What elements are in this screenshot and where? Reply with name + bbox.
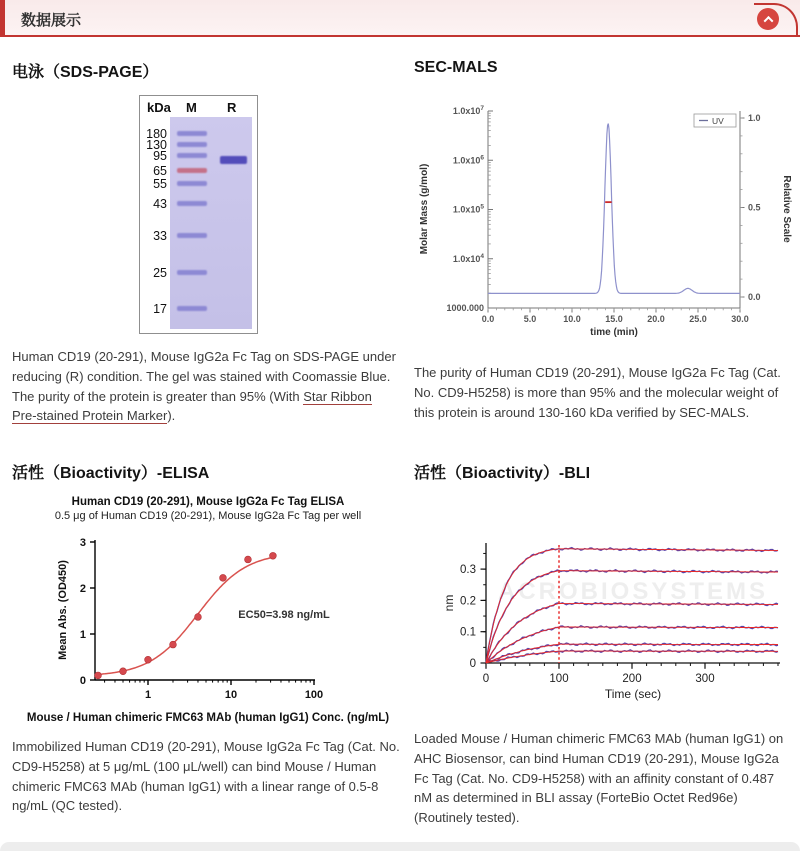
svg-text:UV: UV xyxy=(712,116,724,126)
gel-ladder-label: 180 xyxy=(146,127,167,141)
gel-ladder-label: 65 xyxy=(153,164,167,178)
scroll-top-button[interactable] xyxy=(757,8,779,30)
svg-text:nm: nm xyxy=(442,594,456,612)
svg-text:1000.000: 1000.000 xyxy=(446,303,484,313)
elisa-x-axis-label: Mouse / Human chimeric FMC63 MAb (human IgG1) Conc. (ng/mL) xyxy=(26,712,390,724)
sds-caption-text-end: ). xyxy=(167,408,176,424)
gel-marker-band xyxy=(177,201,207,206)
svg-text:1.0x106: $1.0x10^6$ xyxy=(452,154,484,166)
svg-text:20.0: 20.0 xyxy=(647,314,665,324)
panel-sds-page xyxy=(12,53,404,426)
svg-text:1.0x104: $1.0x10^4$ xyxy=(452,252,484,264)
next-section-edge xyxy=(0,842,800,851)
gel-ladder-label: 130 xyxy=(146,138,167,152)
svg-text:0.2: 0.2 xyxy=(460,595,476,608)
svg-text:0: 0 xyxy=(469,658,476,670)
svg-text:1: 1 xyxy=(144,689,152,701)
sds-page-gel-image xyxy=(139,95,258,334)
data-display-grid xyxy=(0,37,800,828)
svg-text:Mean Abs. (OD450): Mean Abs. (OD450) xyxy=(57,560,69,660)
gel-marker-band xyxy=(177,233,207,238)
gel-marker-band xyxy=(177,181,207,186)
svg-text:1: 1 xyxy=(79,629,86,641)
elisa-chart-subtitle: 0.5 μg of Human CD19 (20-291), Mouse IgG2a Fc Tag per well xyxy=(54,510,362,522)
svg-text:100: 100 xyxy=(549,673,569,685)
sds-caption xyxy=(12,347,404,426)
gel-lane-m-label: M xyxy=(186,100,197,115)
sds-caption-text: Human CD19 (20-291), Mouse IgG2a Fc Tag on SDS-PAGE under reducing (R) condition. The gel was stained with Coomassie Blue. The purity of the protein is greater than 95% (With xyxy=(12,349,396,404)
svg-text:1.0x107: $1.0x10^7$ xyxy=(452,105,484,116)
elisa-caption: Immobilized Human CD19 (20-291), Mouse IgG2a Fc Tag (Cat. No. CD9-H5258) at 5 μg/mL (100 μL/well) can bind Mouse / Human chimeric FMC63 MAb (human IgG1) with a linear range of 0.5-8 ng/mL (QC tested). xyxy=(12,739,400,814)
svg-text:Relative Scale: Relative Scale xyxy=(781,175,792,243)
svg-text:25.0: 25.0 xyxy=(689,314,707,324)
svg-text:15.0: 15.0 xyxy=(605,314,623,324)
gel-marker-band xyxy=(177,153,207,158)
gel-ladder-label: 43 xyxy=(153,197,167,211)
gel-kda-label: kDa xyxy=(147,100,171,115)
svg-text:0: 0 xyxy=(79,675,86,687)
svg-text:0.0: 0.0 xyxy=(481,314,495,324)
svg-text:5.0: 5.0 xyxy=(523,314,537,324)
sec-mals-title: SEC-MALS xyxy=(414,59,498,76)
gel-ladder-label: 25 xyxy=(153,266,167,280)
svg-text:EC50=3.98 ng/mL: EC50=3.98 ng/mL xyxy=(238,609,330,621)
gel-marker-band xyxy=(177,270,207,275)
gel-marker-band xyxy=(177,131,207,136)
sds-page-title: 电泳（SDS-PAGE） xyxy=(12,64,159,81)
gel-marker-band xyxy=(177,306,207,311)
svg-text:10.0: 10.0 xyxy=(563,314,581,324)
gel-ladder-label: 95 xyxy=(153,149,167,163)
svg-text:Molar Mass (g/mol): Molar Mass (g/mol) xyxy=(419,163,430,255)
gel-ladder-label: 17 xyxy=(153,302,167,316)
gel-marker-band-red xyxy=(177,168,207,173)
svg-text:100: 100 xyxy=(304,689,324,701)
bli-title: 活性（Bioactivity）-BLI xyxy=(414,465,591,482)
elisa-chart xyxy=(12,522,404,711)
elisa-title: 活性（Bioactivity）-ELISA xyxy=(12,465,210,482)
panel-bli xyxy=(414,454,796,828)
svg-text:3: 3 xyxy=(79,537,86,549)
svg-text:30.0: 30.0 xyxy=(731,314,749,324)
svg-text:0: 0 xyxy=(482,673,490,685)
svg-text:time (min): time (min) xyxy=(590,327,638,338)
svg-text:10: 10 xyxy=(224,689,238,701)
svg-text:ACROBIOSYSTEMS: ACROBIOSYSTEMS xyxy=(497,578,769,605)
svg-text:0.0: 0.0 xyxy=(748,292,761,302)
svg-text:Time (sec): Time (sec) xyxy=(604,687,662,701)
gel-ladder-label: 33 xyxy=(153,229,167,243)
svg-text:300: 300 xyxy=(695,673,715,685)
chevron-up-icon xyxy=(763,15,773,25)
svg-text:1.0: 1.0 xyxy=(748,113,761,123)
page-title: 数据展示 xyxy=(21,12,82,29)
svg-text:0.1: 0.1 xyxy=(460,626,476,639)
star-ribbon-marker-link[interactable]: Star Ribbon Pre-stained Protein Marker xyxy=(12,388,372,424)
gel-lane-r-label: R xyxy=(227,100,237,115)
svg-text:1.0x105: $1.0x10^5$ xyxy=(452,203,484,215)
gel-sample-band xyxy=(220,156,247,164)
gel-lane-area xyxy=(170,117,252,329)
svg-text:0.3: 0.3 xyxy=(460,564,476,577)
sec-mals-chart xyxy=(414,81,796,350)
svg-text:200: 200 xyxy=(622,673,642,685)
panel-sec-mals xyxy=(414,53,796,426)
elisa-chart-title: Human CD19 (20-291), Mouse IgG2a Fc Tag ELISA xyxy=(71,496,345,508)
gel-marker-band xyxy=(177,142,207,147)
svg-text:2: 2 xyxy=(79,583,86,595)
bli-caption: Loaded Mouse / Human chimeric FMC63 MAb (human IgG1) on AHC Biosensor, can bind Human CD19 (20-291), Mouse IgG2a Fc Tag (Cat. No. CD9-H5258) with an affinity constant of 0.487 nM as determined in BLI assay (ForteBio Octet Red96e) (Routinely tested). xyxy=(414,731,784,825)
data-display-header xyxy=(0,0,800,37)
bli-chart xyxy=(438,535,796,716)
gel-ladder-label: 55 xyxy=(153,177,167,191)
sec-mals-caption: The purity of Human CD19 (20-291), Mouse IgG2a Fc Tag (Cat. No. CD9-H5258) is more than 95% and the molecular weight of this protein is around 130-160 kDa verified by SEC-MALS. xyxy=(414,365,781,420)
panel-elisa xyxy=(12,454,404,828)
svg-text:0.5: 0.5 xyxy=(748,202,761,213)
